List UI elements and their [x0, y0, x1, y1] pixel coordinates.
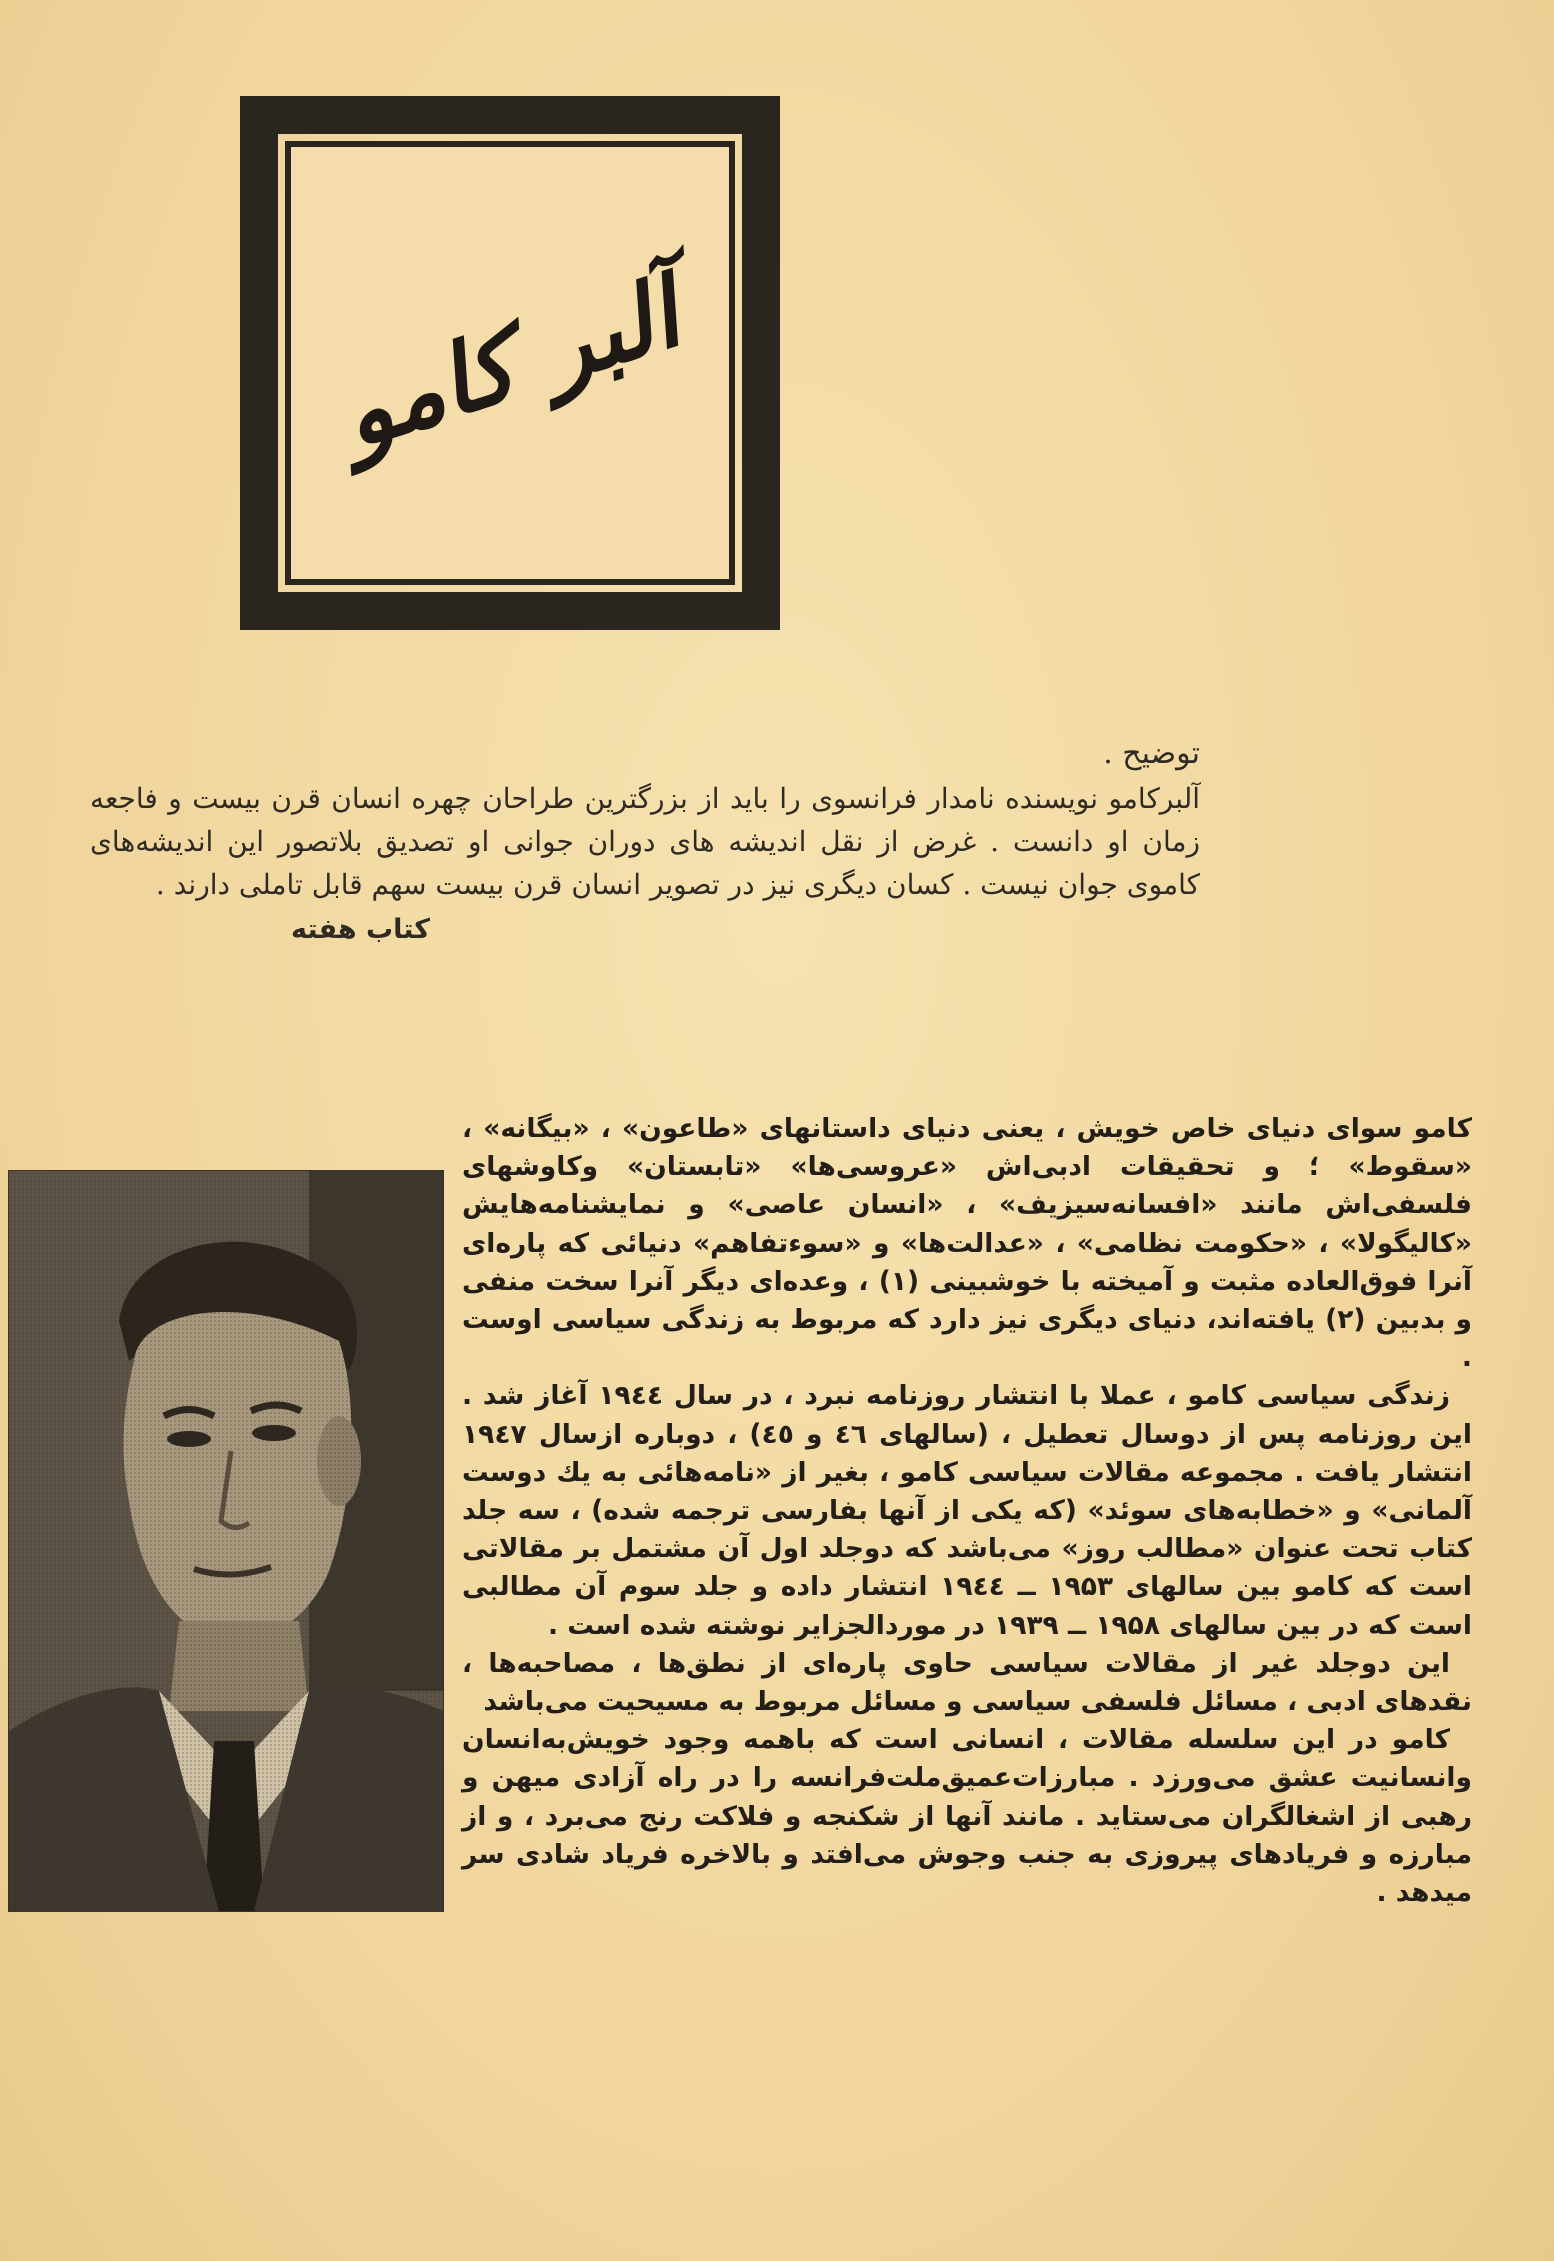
- title-frame: [240, 96, 780, 630]
- intro-signature: کتاب هفته: [291, 914, 430, 945]
- body-paragraph: زندگی سیاسی کامو ، عملا با انتشار روزنامه نبرد ، در سال ۱۹٤٤ آغاز شد . این روزنامه پس از دوسال تعطیل ، (سالهای ٤٦ و ٤٥) ، دوباره ازسال ۱۹٤۷ انتشار یافت . مجموعه مقالات سیاسی کامو ، بغیر از «نامه‌هائی به یك دوست آلمانی» و «خطابه‌های سوئد» (که یکی از آنها بفارسی ترجمه شده) ، سه جلد کتاب تحت عنوان «مطالب روز» می‌باشد که دوجلد اول آن مشتمل بر مقالاتی است که کامو بین سالهای ۱۹۵۳ ــ ۱۹٤٤ انتشار داده و جلد سوم آن مطالبی است که در بین سالهای ۱۹۵۸ ــ ۱۹۳۹ در موردالجزایر نوشته شده است .: [462, 1380, 1472, 1641]
- author-photo: [8, 1170, 444, 1912]
- portrait-illustration: [9, 1171, 443, 1911]
- article-body: [462, 1110, 1472, 1912]
- intro-section: [90, 732, 1200, 951]
- body-paragraph: این دوجلد غیر از مقالات سیاسی حاوی پاره‌ای از نطق‌ها ، مصاحبه‌ها ، نقدهای ادبی ، مسائل فلسفی سیاسی و مسائل مربوط به مسیحیت می‌باشد: [462, 1647, 1472, 1718]
- body-paragraph: کامو در این سلسله مقالات ، انسانی است که باهمه وجود خویش‌به‌انسان وانسانیت عشق می‌ورزد . مبارزات‌عمیق‌ملت‌فرانسه را در راه آزادی میهن و رهبی از اشغالگران می‌ستاید . مانند آنها از شکنجه و فلاکت رنج می‌برد ، و از مبارزه و فریادهای پیروزی به جنب وجوش می‌افتد و بالاخره فریاد شادی سر میدهد .: [462, 1724, 1472, 1909]
- intro-paragraph: آلبرکامو نویسنده نامدار فرانسوی را باید از بزرگترین طراحان چهره انسان قرن بیست و فاجعه زمان او دانست . غرض از نقل اندیشه های دوران جوانی او تصدیق بلاتصور این اندیشه‌های کاموی جوان نیست . کسان دیگری نیز در تصویر انسان قرن بیست سهم قابل تاملی دارند .: [90, 782, 1200, 901]
- article-title: آلبر کامو: [327, 255, 693, 471]
- body-paragraph: کامو سوای دنیای خاص خویش ، یعنی دنیای داستانهای «طاعون» ، «بیگانه» ، «سقوط» ؛ و تحقیقات ادبی‌اش «عروسی‌ها» «تابستان» وکاوشهای فلسفی‌اش مانند «افسانه‌سیزیف» ، «انسان عاصی» و نمایشنامه‌هایش «کالیگولا» ، «حکومت نظامی» ، «عدالت‌ها» و «سوءتفاهم» دنیائی که پاره‌ای آنرا فوق‌العاده مثبت و آمیخته با خوشبینی (۱) ، وعده‌ای دیگر آنرا سخت منفی و بدبین (۲) یافته‌اند، دنیای دیگری نیز دارد که مربوط به زندگی سیاسی اوست .: [462, 1113, 1473, 1374]
- intro-heading: توضیح .: [1103, 736, 1200, 771]
- title-frame-inner: [288, 144, 732, 582]
